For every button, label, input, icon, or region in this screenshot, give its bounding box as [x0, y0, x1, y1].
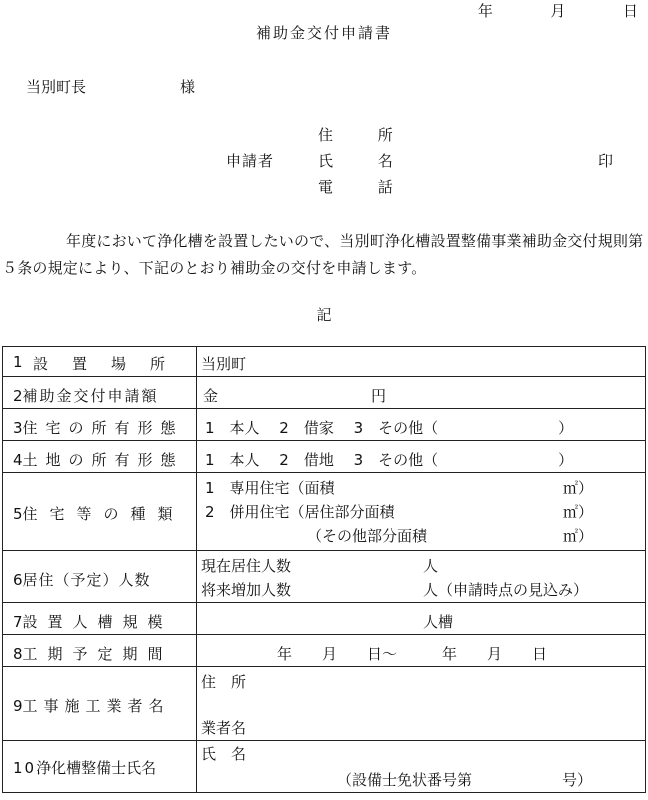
table-row [3, 409, 646, 441]
location-field[interactable] [197, 347, 646, 377]
table-row [3, 377, 646, 409]
contractor-name-label: 業者名 [201, 719, 247, 737]
ki-heading: 記 [316, 306, 332, 324]
row-label [3, 667, 197, 741]
application-statement: 年度において浄化槽を設置したいので、当別町浄化槽設置整備事業補助金交付規則第５条の規定により、下記のとおり補助金の交付を申請します。 [2, 232, 644, 277]
addressee-honorific: 様 [180, 78, 196, 96]
row-number: 3 [13, 419, 23, 437]
application-form-table [2, 346, 646, 793]
row-label-text: 設置人槽規模 [22, 613, 173, 631]
date-month: 月 [550, 2, 566, 20]
row-number: 10 [13, 759, 37, 777]
applicant-address-label: 住 所 [318, 126, 413, 144]
housing-type-line-3: （その他部分面積 [307, 527, 428, 545]
date-year: 年 [477, 2, 493, 20]
row-label-text: 工期予定期間 [22, 645, 173, 663]
housing-type-field[interactable] [197, 473, 646, 551]
technician-license-number: （設備士免状番号第 号） [337, 771, 593, 789]
table-row [3, 473, 646, 551]
row-number: 7 [13, 613, 23, 631]
residents-field[interactable] [197, 551, 646, 603]
row-label-text: 浄化槽整備士氏名 [36, 759, 157, 777]
row-label [3, 635, 197, 667]
table-row [3, 551, 646, 603]
current-residents-unit: 人 [423, 557, 439, 575]
contractor-field[interactable] [197, 667, 646, 741]
addressee [26, 76, 195, 97]
table-row [3, 635, 646, 667]
applicant-name-label: 氏 名 [318, 152, 413, 170]
row-label-text: 工事施工業者名 [22, 697, 170, 715]
row-label-text: 補助金交付申請額 [22, 387, 159, 405]
tank-capacity-field[interactable] [197, 603, 646, 635]
tank-capacity-unit: 人槽 [423, 613, 454, 631]
date-line [478, 0, 638, 21]
row-label [3, 409, 197, 441]
future-residents-unit: 人（申請時点の見込み） [423, 581, 589, 599]
row-number: 2 [13, 387, 23, 405]
row-label [3, 551, 197, 603]
applicant-phone-label: 電 話 [318, 178, 413, 196]
row-label [3, 603, 197, 635]
land-ownership-field[interactable] [197, 441, 646, 473]
housing-type-line-2: 2 併用住宅（居住部分面積 [205, 503, 395, 521]
applicant-label: 申請者 [226, 152, 275, 170]
row-number: 8 [13, 645, 23, 663]
table-row [3, 667, 646, 741]
amount-unit: 円 [371, 387, 387, 405]
row-number: 9 [13, 697, 23, 715]
row-number: 4 [13, 451, 23, 469]
row-label-text: 土地の所有形態 [22, 451, 184, 469]
house-ownership-options: 1 本人 2 借家 3 その他（ ） [205, 419, 574, 437]
seal-mark: 印 [598, 152, 614, 170]
row-label-text: 居住（予定）人数 [22, 571, 151, 589]
row-number: 6 [13, 571, 23, 589]
technician-name-label: 氏 名 [201, 745, 247, 763]
row-label-text: 住宅の所有形態 [22, 419, 184, 437]
house-ownership-field[interactable] [197, 409, 646, 441]
housing-type-unit-1: ㎡） [563, 479, 594, 497]
row-label-text: 住宅等の種類 [22, 505, 185, 523]
contractor-address-label: 住 所 [201, 673, 247, 691]
row-label [3, 441, 197, 473]
table-row [3, 347, 646, 377]
row-label-text: 設置場所 [32, 355, 189, 373]
construction-period-field[interactable] [197, 635, 646, 667]
row-label [3, 741, 197, 793]
table-row [3, 741, 646, 793]
housing-type-unit-2: ㎡） [563, 503, 594, 521]
date-day: 日 [622, 2, 638, 20]
row-label [3, 377, 197, 409]
land-ownership-options: 1 本人 2 借地 3 その他（ ） [205, 451, 574, 469]
future-residents-label: 将来増加人数 [201, 581, 292, 599]
addressee-name: 当別町長 [26, 78, 87, 96]
technician-field[interactable] [197, 741, 646, 793]
current-residents-label: 現在居住人数 [201, 557, 292, 575]
document-title: 補助金交付申請書 [255, 24, 392, 42]
row-label [3, 473, 197, 551]
amount-prefix: 金 [203, 387, 219, 405]
table-row [3, 441, 646, 473]
row-label [3, 347, 197, 377]
housing-type-unit-3: ㎡） [563, 527, 594, 545]
row-number: 5 [13, 505, 23, 523]
row-number: 1 [13, 353, 23, 371]
housing-type-line-1: 1 専用住宅（面積 [205, 479, 335, 497]
amount-field[interactable] [197, 377, 646, 409]
location-value: 当別町 [201, 355, 247, 373]
table-row [3, 603, 646, 635]
construction-period-text: 年 月 日～ 年 月 日 [277, 645, 548, 663]
